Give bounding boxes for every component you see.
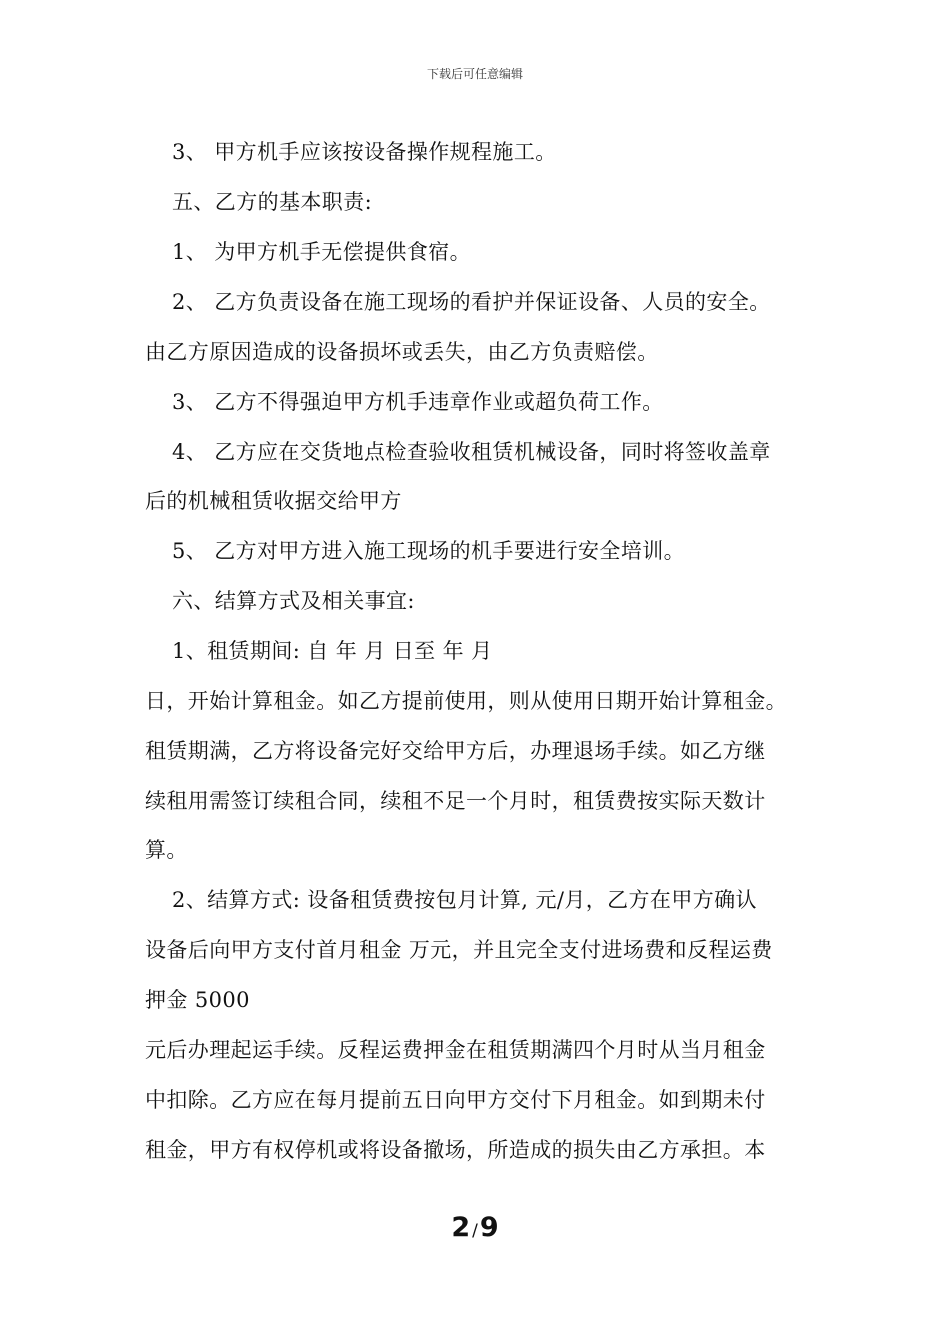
paragraph-line: 续租用需签订续租合同，续租不足一个月时，租赁费按实际天数计 — [145, 789, 766, 813]
paragraph-line: 租金，甲方有权停机或将设备撤场，所造成的损失由乙方承担。本 — [145, 1138, 766, 1162]
paragraph-line: 设备后向甲方支付首月租金 万元，并且完全支付进场费和反程运费 — [145, 938, 773, 962]
paragraph-line: 算。 — [145, 838, 188, 862]
page-current: 2 — [451, 1212, 471, 1243]
section-heading: 五、乙方的基本职责: — [172, 190, 373, 214]
paragraph-line: 4、 乙方应在交货地点检查验收租赁机械设备，同时将签收盖章 — [172, 440, 771, 464]
paragraph-line: 后的机械租赁收据交给甲方 — [145, 489, 402, 513]
page-total: 9 — [479, 1212, 499, 1243]
paragraph-line: 1、租赁期间: 自 年 月 日至 年 月 — [172, 639, 493, 663]
paragraph-line: 由乙方原因造成的设备损坏或丢失，由乙方负责赔偿。 — [145, 340, 659, 364]
page-number — [0, 1210, 950, 1249]
paragraph-line: 1、 为甲方机手无偿提供食宿。 — [172, 240, 472, 264]
paragraph-line: 3、 甲方机手应该按设备操作规程施工。 — [172, 140, 557, 164]
paragraph-line: 押金 5000 — [145, 988, 250, 1012]
paragraph-line: 2、结算方式: 设备租赁费按包月计算, 元/月，乙方在甲方确认 — [172, 888, 757, 912]
paragraph-line: 2、 乙方负责设备在施工现场的看护并保证设备、人员的安全。 — [172, 290, 771, 314]
paragraph-line: 中扣除。乙方应在每月提前五日向甲方交付下月租金。如到期未付 — [145, 1088, 766, 1112]
page-header: 下载后可任意编辑 — [426, 67, 523, 81]
paragraph-line: 元后办理起运手续。反程运费押金在租赁期满四个月时从当月租金 — [145, 1038, 766, 1062]
paragraph-line: 5、 乙方对甲方进入施工现场的机手要进行安全培训。 — [172, 539, 686, 563]
page-separator: / — [472, 1221, 478, 1241]
paragraph-line: 3、 乙方不得强迫甲方机手违章作业或超负荷工作。 — [172, 390, 664, 414]
paragraph-line: 日，开始计算租金。如乙方提前使用，则从使用日期开始计算租金。 — [145, 689, 787, 713]
section-heading: 六、结算方式及相关事宜: — [172, 589, 415, 613]
paragraph-line: 租赁期满，乙方将设备完好交给甲方后，办理退场手续。如乙方继 — [145, 739, 766, 763]
